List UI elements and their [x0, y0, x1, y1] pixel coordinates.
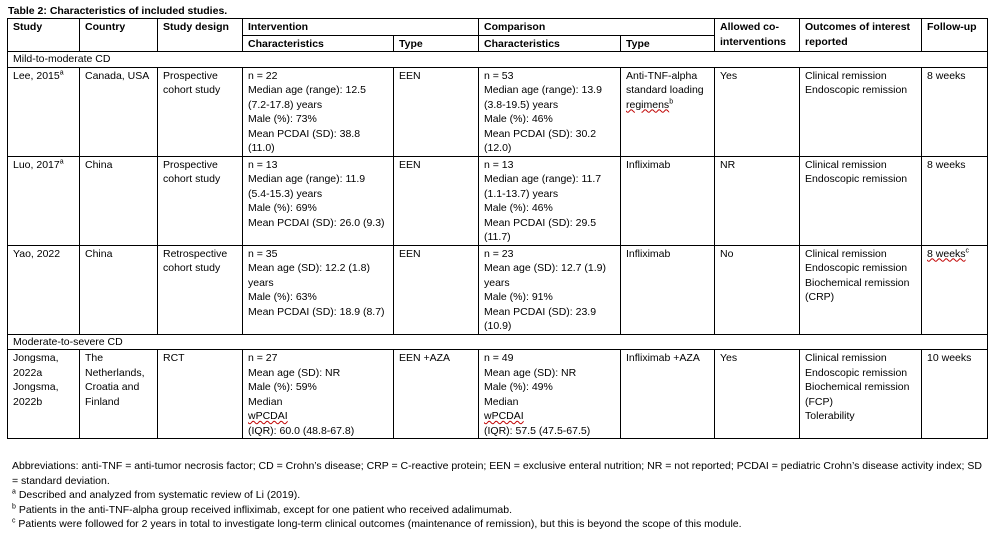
cell-cmp-type	[621, 156, 715, 245]
comparison-type: Infliximab	[626, 158, 671, 171]
footnote-a-text: Described and analyzed from systematic review of Li (2019).	[18, 489, 301, 501]
characteristic-line: Male (%): 49%	[484, 381, 553, 393]
comparison-type: Anti-TNF-alpha standard loading	[626, 69, 704, 96]
characteristic-line: n = 53	[484, 69, 514, 82]
cell-cmp-type	[621, 245, 715, 334]
table-row	[8, 67, 988, 156]
outcome-line: Endoscopic remission	[805, 262, 908, 274]
characteristic-line: n = 35	[248, 247, 278, 260]
cell-study-design: Retrospective cohort study	[158, 245, 243, 334]
characteristic-line: n = 27	[248, 352, 278, 364]
characteristic-line: Mean age (SD): 12.7 (1.9) years	[484, 262, 606, 289]
characteristic-line: n = 13	[248, 158, 278, 171]
characteristic-line: Median age (range): 13.9 (3.8-19.5) years	[484, 84, 602, 111]
footnote-b	[12, 503, 982, 518]
cell-cointerventions: No	[715, 245, 800, 334]
cell-outcomes	[800, 350, 922, 439]
cell-cointerventions: Yes	[715, 67, 800, 156]
outcome-line: Biochemical remission (CRP)	[805, 276, 910, 303]
characteristic-line: Male (%): 46%	[484, 113, 553, 125]
cell-study-design: Prospective cohort study	[158, 156, 243, 245]
comparison-type: Infliximab +AZA	[626, 352, 700, 364]
footnote-b-mark: b	[12, 503, 16, 510]
characteristic-line: Mean PCDAI (SD): 26.0 (9.3)	[248, 216, 385, 229]
characteristic-line: Male (%): 73%	[248, 113, 317, 125]
table-notes	[12, 459, 982, 532]
cell-outcomes	[800, 156, 922, 245]
characteristic-line: Median age (range): 11.9 (5.4-15.3) years	[248, 173, 366, 200]
characteristic-line: Male (%): 69%	[248, 202, 317, 214]
header-int-characteristics: Characteristics	[243, 35, 394, 52]
study-footnote-mark: a	[59, 69, 64, 76]
characteristic-line: Mean PCDAI (SD): 30.2 (12.0)	[484, 127, 597, 154]
header-comparison: Comparison	[479, 19, 715, 36]
header-outcomes: Outcomes of interest reported	[800, 19, 922, 52]
cell-cmp-characteristics	[479, 350, 621, 439]
cell-country: China	[80, 245, 158, 334]
cell-int-type: EEN	[394, 156, 479, 245]
characteristic-line: Mean PCDAI (SD): 38.8 (11.0)	[248, 127, 361, 154]
outcome-line: Biochemical remission (FCP)	[805, 381, 910, 408]
study-name: Lee, 2015	[13, 69, 60, 82]
characteristic-line: Mean PCDAI (SD): 18.9 (8.7)	[248, 305, 385, 318]
characteristic-line: n = 49	[484, 352, 514, 364]
table-row	[8, 350, 988, 439]
cell-int-type: EEN +AZA	[394, 350, 479, 439]
followup-value: 10 weeks	[927, 352, 972, 364]
cell-country: China	[80, 156, 158, 245]
cell-int-type: EEN	[394, 67, 479, 156]
characteristic-line: Mean PCDAI (SD): 23.9 (10.9)	[484, 305, 597, 332]
followup-value: 8 weeks	[927, 247, 966, 260]
characteristic-line: n = 22	[248, 69, 278, 82]
study-name: Jongsma, 2022a Jongsma, 2022b	[13, 352, 59, 408]
cell-int-characteristics	[243, 245, 394, 334]
study-footnote-mark: a	[59, 158, 64, 165]
characteristic-line: Mean age (SD): NR	[248, 366, 341, 379]
cell-study	[8, 156, 80, 245]
cell-followup	[922, 156, 988, 245]
characteristic-line: Median age (range): 12.5 (7.2-17.8) years	[248, 84, 366, 111]
header-followup: Follow-up	[922, 19, 988, 52]
cell-cmp-characteristics	[479, 245, 621, 334]
cell-int-characteristics	[243, 67, 394, 156]
cell-int-characteristics	[243, 350, 394, 439]
outcome-line: Clinical remission	[805, 352, 887, 364]
comparison-type: Infliximab	[626, 247, 671, 260]
cell-int-characteristics	[243, 156, 394, 245]
cell-followup	[922, 350, 988, 439]
outcome-line: Tolerability	[805, 410, 855, 422]
study-name: Luo, 2017	[13, 158, 60, 171]
characteristic-line: Mean age (SD): NR	[484, 366, 577, 379]
followup-footnote-mark: c	[965, 247, 970, 254]
characteristic-line: Median wPCDAI (IQR): 60.0 (48.8-67.8)	[248, 395, 355, 437]
cell-study-design: Prospective cohort study	[158, 67, 243, 156]
footnote-a-mark: a	[12, 488, 16, 496]
cell-cmp-type	[621, 350, 715, 439]
cell-cmp-characteristics	[479, 67, 621, 156]
outcome-line: Endoscopic remission	[805, 173, 908, 185]
cell-followup	[922, 67, 988, 156]
abbreviations-note: Abbreviations: anti-TNF = anti-tumor necrosis factor; CD = Crohn’s disease; CRP = C-reactive protein; EEN = exclusive enteral nutrition; NR = not reported; PCDAI = pediatric Crohn’s disease activity index; SD = standard deviation.	[12, 460, 982, 487]
section-title: Mild-to-moderate CD	[8, 52, 988, 68]
footnote-c-text: Patients were followed for 2 years in total to investigate long-term clinical outcomes (maintenance of remission), but this is beyond the scope of this module.	[18, 518, 742, 530]
cell-outcomes	[800, 67, 922, 156]
outcome-line: Clinical remission	[805, 158, 887, 171]
followup-value: 8 weeks	[927, 69, 966, 82]
header-int-type: Type	[394, 35, 479, 52]
table-row	[8, 156, 988, 245]
table-row	[8, 245, 988, 334]
cell-int-type: EEN	[394, 245, 479, 334]
characteristic-line: n = 13	[484, 158, 514, 171]
cell-cointerventions: Yes	[715, 350, 800, 439]
header-country: Country	[80, 19, 158, 52]
outcome-line: Endoscopic remission	[805, 84, 908, 96]
footnote-a	[12, 488, 982, 503]
cell-outcomes	[800, 245, 922, 334]
study-name: Yao, 2022	[13, 247, 61, 260]
header-intervention: Intervention	[243, 19, 479, 36]
cell-cointerventions: NR	[715, 156, 800, 245]
table-caption: Table 2: Characteristics of included studies.	[8, 5, 228, 17]
comparison-footnote-mark: b	[669, 98, 674, 105]
cell-study-design: RCT	[158, 350, 243, 439]
cell-followup	[922, 245, 988, 334]
characteristic-line: Mean age (SD): 12.2 (1.8) years	[248, 262, 370, 289]
characteristics-table	[7, 18, 988, 439]
characteristic-line: Median wPCDAI (IQR): 57.5 (47.5-67.5)	[484, 395, 591, 437]
cell-cmp-characteristics	[479, 156, 621, 245]
comparison-type-word: regimens	[626, 98, 670, 111]
outcome-line: Clinical remission	[805, 69, 887, 82]
cell-cmp-type	[621, 67, 715, 156]
section-row	[8, 334, 988, 350]
followup-value: 8 weeks	[927, 158, 966, 171]
header-cointerventions: Allowed co-interventions	[715, 19, 800, 52]
cell-country: The Netherlands, Croatia and Finland	[80, 350, 158, 439]
header-cmp-characteristics: Characteristics	[479, 35, 621, 52]
characteristic-line: Median age (range): 11.7 (1.1-13.7) years	[484, 173, 602, 200]
section-row	[8, 52, 988, 68]
header-study-design: Study design	[158, 19, 243, 52]
cell-country: Canada, USA	[80, 67, 158, 156]
characteristic-line: Male (%): 59%	[248, 381, 317, 393]
outcome-line: Clinical remission	[805, 247, 887, 260]
cell-study	[8, 245, 80, 334]
footnote-b-text: Patients in the anti-TNF-alpha group received infliximab, except for one patient who received adalimumab.	[18, 503, 513, 516]
characteristic-line: Male (%): 46%	[484, 202, 553, 214]
characteristic-line: Mean PCDAI (SD): 29.5 (11.7)	[484, 216, 597, 243]
outcome-line: Endoscopic remission	[805, 366, 908, 379]
characteristic-line: Male (%): 63%	[248, 291, 317, 303]
header-study: Study	[8, 19, 80, 52]
footnote-c	[12, 517, 982, 532]
cell-study	[8, 350, 80, 439]
footnote-c-mark: c	[12, 517, 16, 525]
cell-study	[8, 67, 80, 156]
table-body	[8, 52, 988, 439]
section-title: Moderate-to-severe CD	[8, 334, 988, 350]
header-cmp-type: Type	[621, 35, 715, 52]
characteristic-line: n = 23	[484, 247, 514, 260]
header-row	[8, 19, 988, 36]
characteristic-line: Male (%): 91%	[484, 291, 553, 303]
